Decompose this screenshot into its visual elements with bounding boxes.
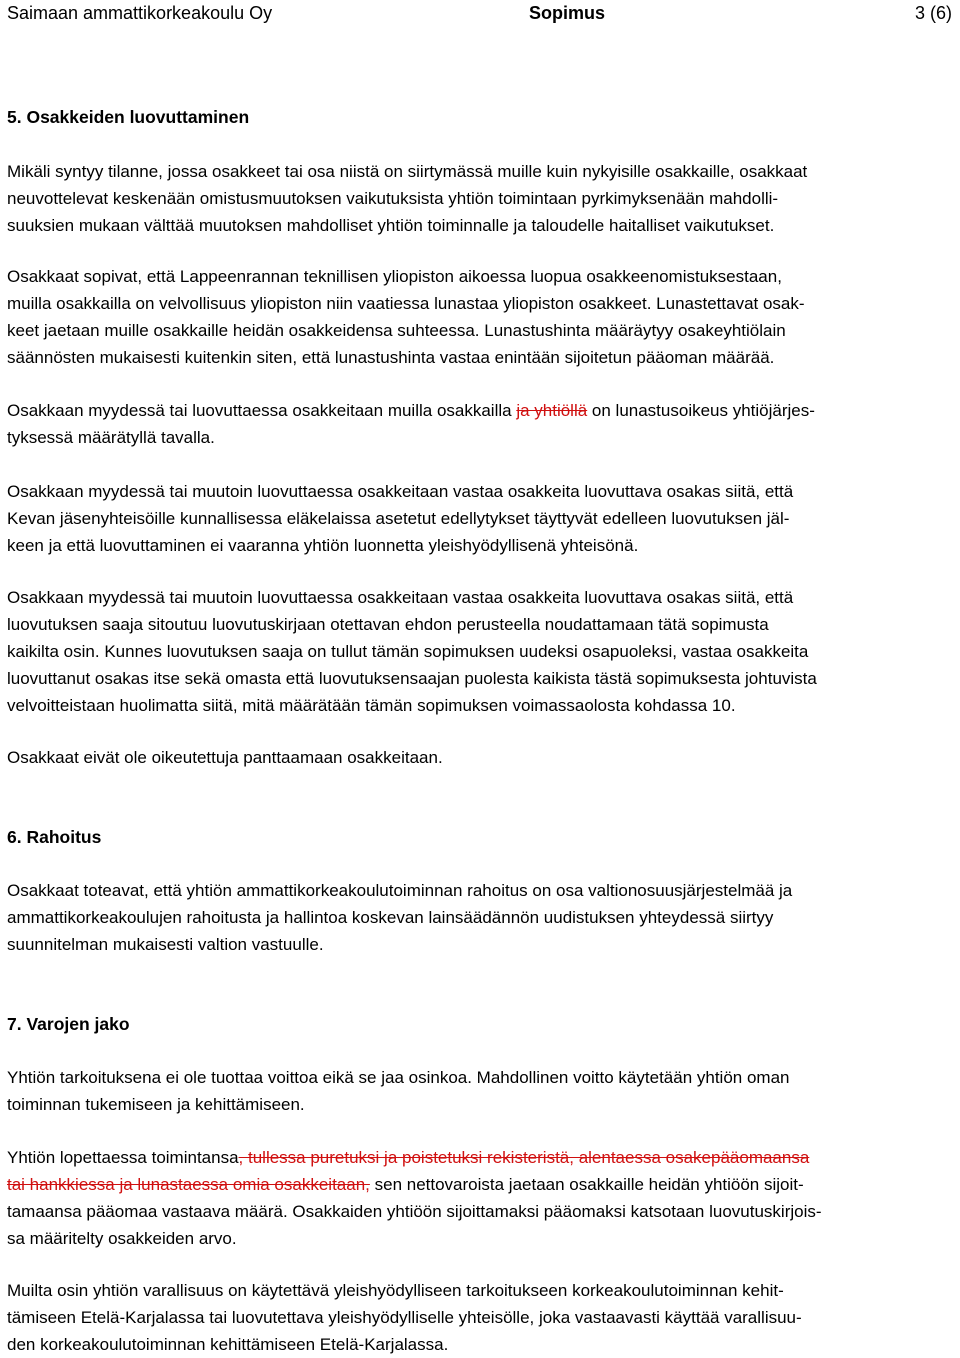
section-7-heading: 7. Varojen jako bbox=[7, 1014, 130, 1034]
text-line: Yhtiön tarkoituksena ei ole tuottaa voittoa eikä se jaa osinkoa. Mahdollinen voitto käytetään yhtiön oman bbox=[7, 1068, 790, 1087]
section-5-paragraph-1 bbox=[7, 158, 953, 239]
text-line: Osakkaan myydessä tai muutoin luovuttaessa osakkeitaan vastaa osakkeita luovuttava osakas siitä, että bbox=[7, 588, 794, 607]
text-fragment: Osakkaan myydessä tai luovuttaessa osakkeitaan muilla osakkailla bbox=[7, 401, 517, 420]
document-title: Sopimus bbox=[529, 3, 606, 23]
text-line: Osakkaat sopivat, että Lappeenrannan teknillisen yliopiston aikoessa luopua osakkeenomistuksestaan, bbox=[7, 267, 782, 286]
text-line bbox=[7, 397, 953, 424]
text-line: luovuttanut osakas itse sekä omasta että luovutuksensaajan puolesta kaikista tästä sopimuksesta johtuvista bbox=[7, 669, 817, 688]
text-line: Osakkaat toteavat, että yhtiön ammattikorkeakoulutoiminnan rahoitus on osa valtionosuusjärjestelmää ja bbox=[7, 881, 793, 900]
page-header bbox=[7, 0, 952, 26]
page-number: 3 (6) bbox=[914, 3, 952, 23]
section-5-paragraph-4 bbox=[7, 478, 953, 559]
section-7-paragraph-2 bbox=[7, 1144, 953, 1252]
deleted-text: , tullessa puretuksi ja poistetuksi rekisteristä, alentaessa osakepääomaansa bbox=[238, 1148, 810, 1167]
text-line: tämiseen Etelä-Karjalassa tai luovutettava yleishyödylliselle yhteisölle, joka vastaavasti käyttää varallisuu- bbox=[7, 1308, 802, 1327]
section-5-paragraph-3 bbox=[7, 397, 953, 451]
text-line: luovutuksen saaja sitoutuu luovutuskirjaan otettavan ehdon perusteella noudattamaan tätä sopimusta bbox=[7, 615, 769, 634]
text-fragment: Yhtiön lopettaessa toimintansa bbox=[7, 1148, 239, 1167]
text-line: muilla osakkailla on velvollisuus yliopiston niin vaatiessa lunastaa yliopiston osakkeet. Lunastettavat osak- bbox=[7, 294, 805, 313]
text-line: Mikäli syntyy tilanne, jossa osakkeet tai osa niistä on siirtymässä muille kuin nykyisille osakkaille, osakkaat bbox=[7, 162, 808, 181]
section-7-paragraph-1 bbox=[7, 1064, 953, 1118]
text-line bbox=[7, 1171, 953, 1198]
organization-name: Saimaan ammattikorkeakoulu Oy bbox=[7, 3, 273, 23]
text-line: tyksessä määrätyllä tavalla. bbox=[7, 428, 215, 447]
text-line: keet jaetaan muille osakkaille heidän osakkeidensa suhteessa. Lunastushinta määräytyy osakeyhtiölain bbox=[7, 321, 786, 340]
text-line: keen ja että luovuttaminen ei vaaranna yhtiön luonnetta yleishyödyllisenä yhteisönä. bbox=[7, 536, 639, 555]
text-line: velvoitteistaan huolimatta siitä, mitä määrätään tämän sopimuksen voimassaolosta kohdassa 10. bbox=[7, 696, 736, 715]
text-line: Osakkaat eivät ole oikeutettuja panttaamaan osakkeitaan. bbox=[7, 748, 443, 767]
text-line: neuvottelevat keskenään omistusmuutoksen vaikutuksista yhtiön toimintaan pyrkimyksenään mahdolli- bbox=[7, 189, 779, 208]
text-line: säännösten mukaisesti kuitenkin siten, että lunastushinta vastaa enintään sijoitetun pääoman määrää. bbox=[7, 348, 775, 367]
text-line: Osakkaan myydessä tai muutoin luovuttaessa osakkeitaan vastaa osakkeita luovuttava osakas siitä, että bbox=[7, 482, 794, 501]
text-line: Kevan jäsenyhteisöille kunnallisessa eläkelaissa asetetut edellytykset täyttyvät edelleen luovutuksen jäl- bbox=[7, 509, 790, 528]
text-fragment: on lunastusoikeus yhtiöjärjes- bbox=[587, 401, 815, 420]
section-5-paragraph-2 bbox=[7, 263, 953, 371]
text-fragment: sen nettovaroista jaetaan osakkaille heidän yhtiöön sijoit- bbox=[369, 1175, 804, 1194]
deleted-text: tai hankkiessa ja lunastaessa omia osakkeitaan, bbox=[7, 1175, 370, 1194]
text-line: suuksien mukaan välttää muutoksen mahdolliset yhtiön toiminnalle ja taloudelle haitalliset vaikutukset. bbox=[7, 216, 775, 235]
text-line bbox=[7, 1144, 953, 1171]
text-line: kaikilta osin. Kunnes luovutuksen saaja on tullut tämän sopimuksen uudeksi osapuoleksi, vastaa osakkeita bbox=[7, 642, 809, 661]
text-line: suunnitelman mukaisesti valtion vastuulle. bbox=[7, 935, 324, 954]
section-7-paragraph-3 bbox=[7, 1277, 953, 1358]
section-5-heading: 5. Osakkeiden luovuttaminen bbox=[7, 107, 250, 127]
text-line: tamaansa pääomaa vastaava määrä. Osakkaiden yhtiöön sijoittamaksi pääomaksi katsotaan luovutuskirjois- bbox=[7, 1202, 822, 1221]
section-5-paragraph-6 bbox=[7, 744, 953, 771]
deleted-text: ja yhtiöllä bbox=[516, 401, 588, 420]
section-6-paragraph-1 bbox=[7, 877, 953, 958]
text-line: sa määritelty osakkeiden arvo. bbox=[7, 1229, 237, 1248]
text-line: den korkeakoulutoiminnan kehittämiseen Etelä-Karjalassa. bbox=[7, 1335, 449, 1354]
text-line: ammattikorkeakoulujen rahoitusta ja hallintoa koskevan lainsäädännön uudistuksen yhteydessä siirtyy bbox=[7, 908, 774, 927]
section-5-paragraph-5 bbox=[7, 584, 953, 719]
text-line: Muilta osin yhtiön varallisuus on käytettävä yleishyödylliseen tarkoitukseen korkeakoulutoiminnan kehit- bbox=[7, 1281, 784, 1300]
text-line: toiminnan tukemiseen ja kehittämiseen. bbox=[7, 1095, 305, 1114]
section-6-heading: 6. Rahoitus bbox=[7, 827, 102, 847]
